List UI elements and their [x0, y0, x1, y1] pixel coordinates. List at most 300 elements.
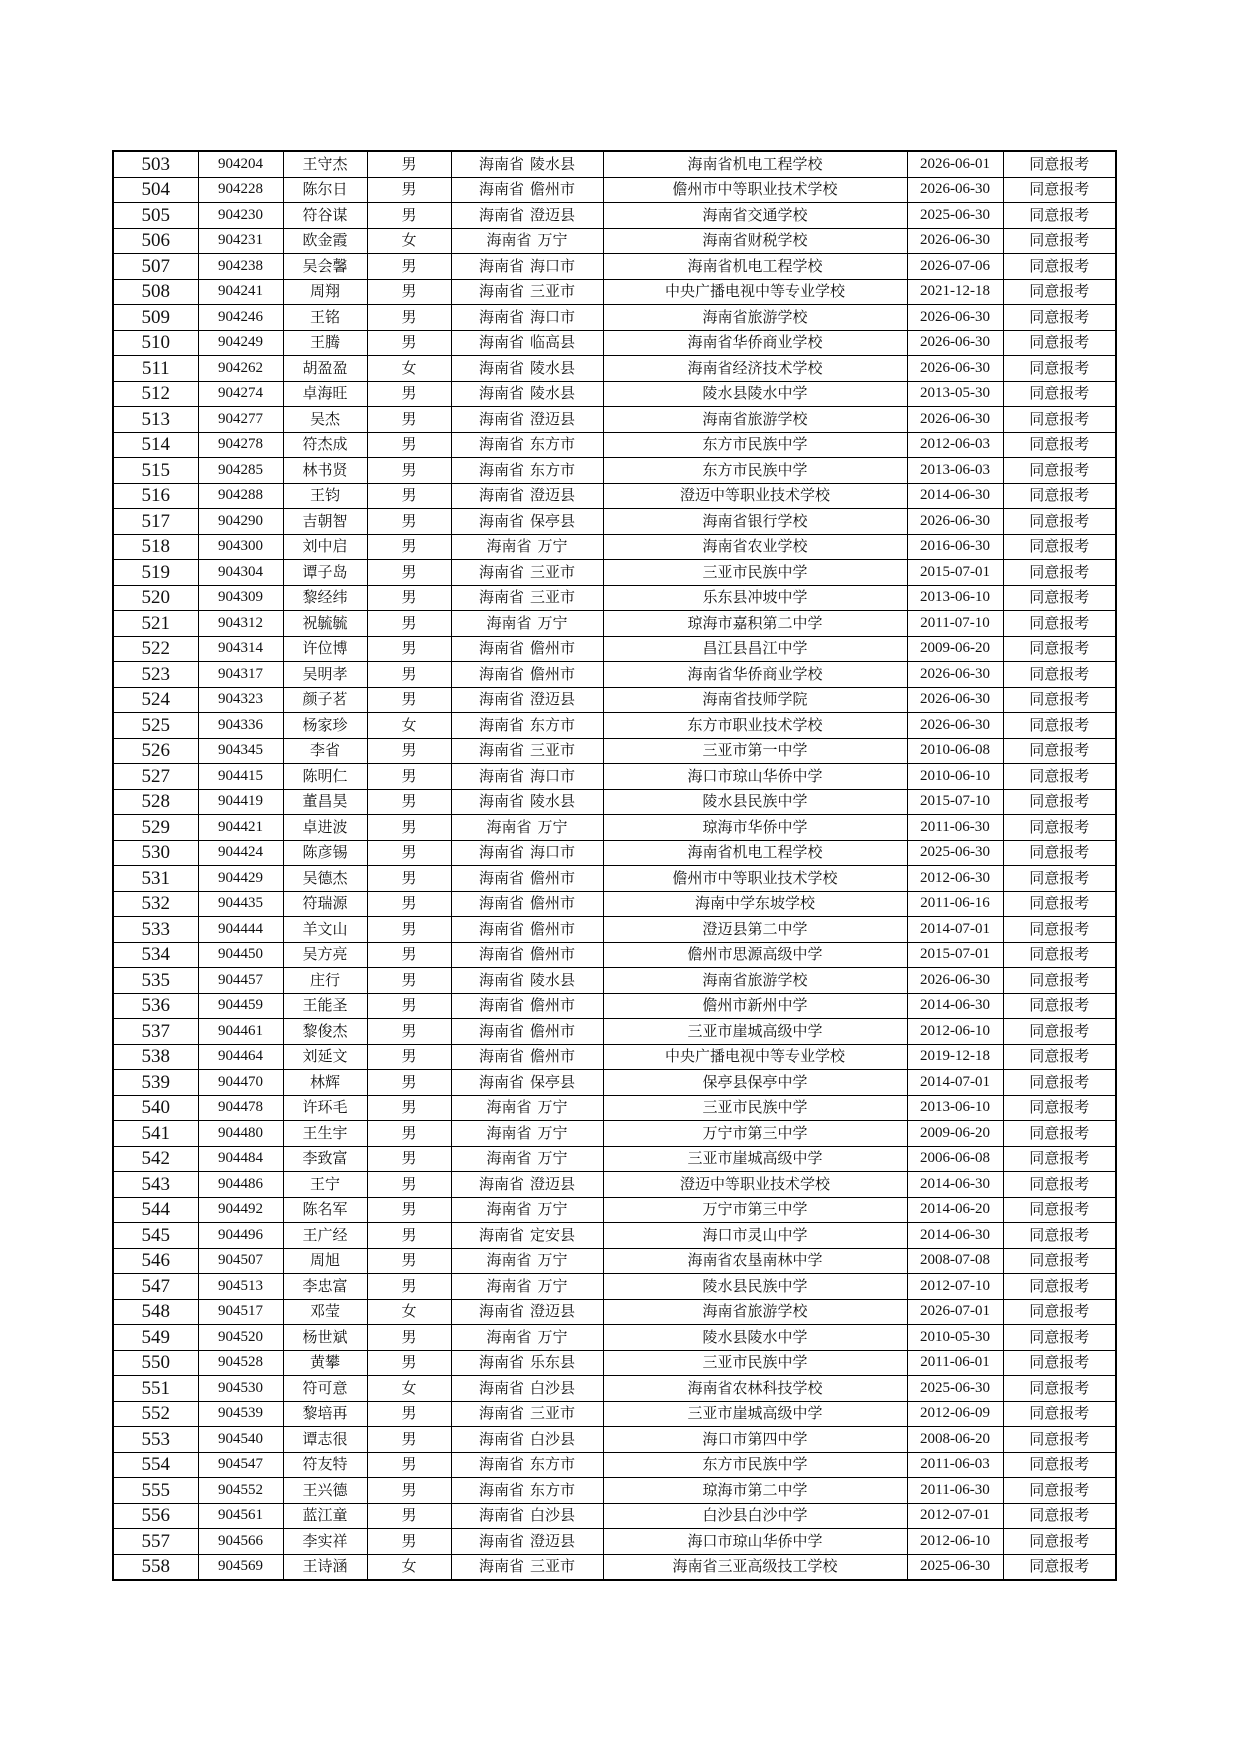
school-cell: 海口市琼山华侨中学 — [603, 1529, 907, 1555]
region-cell — [451, 968, 603, 994]
gender-cell: 男 — [367, 1044, 451, 1070]
candidate-id-cell: 904419 — [198, 789, 283, 815]
gender-cell: 男 — [367, 1095, 451, 1121]
gender-cell: 男 — [367, 789, 451, 815]
graduation-date-cell: 2012-06-30 — [907, 866, 1003, 892]
seq-number-cell: 511 — [113, 356, 198, 382]
table-row — [113, 636, 1116, 662]
region-cell — [451, 1248, 603, 1274]
province-text: 海南省 — [478, 1455, 524, 1474]
gender-cell: 男 — [367, 1248, 451, 1274]
seq-number-cell: 507 — [113, 254, 198, 280]
candidate-name-cell: 吴方亮 — [283, 942, 367, 968]
seq-number-cell: 543 — [113, 1172, 198, 1198]
table-row — [113, 1248, 1116, 1274]
region-cell — [451, 687, 603, 713]
school-cell: 保亭县保亭中学 — [603, 1070, 907, 1096]
candidate-id-cell: 904262 — [198, 356, 283, 382]
graduation-date-cell: 2026-06-01 — [907, 151, 1003, 177]
review-status-cell: 同意报考 — [1003, 1248, 1116, 1274]
region-cell — [451, 1350, 603, 1376]
graduation-date-cell: 2010-06-08 — [907, 738, 1003, 764]
region-cell — [451, 1197, 603, 1223]
table-row — [113, 509, 1116, 535]
review-status-cell: 同意报考 — [1003, 764, 1116, 790]
city-text: 儋州市 — [530, 868, 576, 887]
gender-cell: 男 — [367, 305, 451, 331]
table-row — [113, 1554, 1116, 1580]
seq-number-cell: 508 — [113, 279, 198, 305]
region-cell — [451, 585, 603, 611]
review-status-cell: 同意报考 — [1003, 356, 1116, 382]
graduation-date-cell: 2009-06-20 — [907, 636, 1003, 662]
seq-number-cell: 506 — [113, 228, 198, 254]
region-cell — [451, 611, 603, 637]
candidate-id-cell: 904204 — [198, 151, 283, 177]
gender-cell: 男 — [367, 1478, 451, 1504]
candidate-id-cell: 904450 — [198, 942, 283, 968]
school-cell: 昌江县昌江中学 — [603, 636, 907, 662]
review-status-cell: 同意报考 — [1003, 1325, 1116, 1351]
school-cell: 海南中学东坡学校 — [603, 891, 907, 917]
table-row — [113, 560, 1116, 586]
graduation-date-cell: 2014-06-30 — [907, 1223, 1003, 1249]
gender-cell: 女 — [367, 228, 451, 254]
review-status-cell: 同意报考 — [1003, 254, 1116, 280]
province-text: 海南省 — [478, 435, 524, 454]
candidate-name-cell: 杨世斌 — [283, 1325, 367, 1351]
school-cell: 海南省机电工程学校 — [603, 254, 907, 280]
candidate-name-cell: 蓝江童 — [283, 1503, 367, 1529]
school-cell: 儋州市中等职业技术学校 — [603, 177, 907, 203]
gender-cell: 男 — [367, 560, 451, 586]
city-text: 东方市 — [530, 1480, 576, 1499]
province-text: 海南省 — [478, 715, 524, 734]
candidate-name-cell: 陈尔日 — [283, 177, 367, 203]
region-cell — [451, 279, 603, 305]
city-text: 澄迈县 — [530, 690, 576, 709]
city-text: 临高县 — [530, 333, 576, 352]
candidate-name-cell: 符可意 — [283, 1376, 367, 1402]
seq-number-cell: 505 — [113, 203, 198, 229]
province-text: 海南省 — [478, 741, 524, 760]
seq-number-cell: 528 — [113, 789, 198, 815]
region-cell — [451, 1376, 603, 1402]
gender-cell: 男 — [367, 993, 451, 1019]
city-text: 万宁 — [537, 1200, 568, 1219]
candidate-id-cell: 904317 — [198, 662, 283, 688]
graduation-date-cell: 2010-06-10 — [907, 764, 1003, 790]
seq-number-cell: 549 — [113, 1325, 198, 1351]
review-status-cell: 同意报考 — [1003, 1172, 1116, 1198]
seq-number-cell: 532 — [113, 891, 198, 917]
gender-cell: 男 — [367, 942, 451, 968]
table-row — [113, 1044, 1116, 1070]
province-text: 海南省 — [478, 792, 524, 811]
candidate-id-cell: 904459 — [198, 993, 283, 1019]
province-text: 海南省 — [478, 1353, 524, 1372]
candidate-id-cell: 904424 — [198, 840, 283, 866]
candidate-id-cell: 904547 — [198, 1452, 283, 1478]
gender-cell: 男 — [367, 1401, 451, 1427]
gender-cell: 男 — [367, 534, 451, 560]
city-text: 海口市 — [530, 766, 576, 785]
region-cell — [451, 560, 603, 586]
candidate-id-cell: 904323 — [198, 687, 283, 713]
candidate-name-cell: 董昌昊 — [283, 789, 367, 815]
region-cell — [451, 891, 603, 917]
graduation-date-cell: 2011-06-16 — [907, 891, 1003, 917]
region-cell — [451, 1325, 603, 1351]
candidate-name-cell: 符友特 — [283, 1452, 367, 1478]
gender-cell: 男 — [367, 764, 451, 790]
review-status-cell: 同意报考 — [1003, 151, 1116, 177]
gender-cell: 男 — [367, 458, 451, 484]
review-status-cell: 同意报考 — [1003, 662, 1116, 688]
review-status-cell: 同意报考 — [1003, 1274, 1116, 1300]
candidate-id-cell: 904513 — [198, 1274, 283, 1300]
candidate-name-cell: 符杰成 — [283, 432, 367, 458]
school-cell: 陵水县陵水中学 — [603, 1325, 907, 1351]
candidate-id-cell: 904429 — [198, 866, 283, 892]
graduation-date-cell: 2011-06-03 — [907, 1452, 1003, 1478]
candidate-id-cell: 904492 — [198, 1197, 283, 1223]
candidate-id-cell: 904496 — [198, 1223, 283, 1249]
seq-number-cell: 529 — [113, 815, 198, 841]
province-text: 海南省 — [478, 894, 524, 913]
gender-cell: 男 — [367, 1146, 451, 1172]
table-row — [113, 1478, 1116, 1504]
region-cell — [451, 917, 603, 943]
city-text: 万宁 — [537, 1251, 568, 1270]
candidate-name-cell: 陈彦锡 — [283, 840, 367, 866]
gender-cell: 男 — [367, 279, 451, 305]
city-text: 白沙县 — [530, 1378, 576, 1397]
region-cell — [451, 1529, 603, 1555]
review-status-cell: 同意报考 — [1003, 1376, 1116, 1402]
province-text: 海南省 — [486, 1200, 532, 1219]
candidate-name-cell: 陈名军 — [283, 1197, 367, 1223]
table-row — [113, 279, 1116, 305]
seq-number-cell: 537 — [113, 1019, 198, 1045]
gender-cell: 男 — [367, 483, 451, 509]
region-cell — [451, 1070, 603, 1096]
province-text: 海南省 — [486, 613, 532, 632]
city-text: 乐东县 — [530, 1353, 576, 1372]
review-status-cell: 同意报考 — [1003, 177, 1116, 203]
seq-number-cell: 557 — [113, 1529, 198, 1555]
school-cell: 海南省旅游学校 — [603, 968, 907, 994]
candidate-id-cell: 904238 — [198, 254, 283, 280]
region-cell — [451, 840, 603, 866]
seq-number-cell: 514 — [113, 432, 198, 458]
seq-number-cell: 522 — [113, 636, 198, 662]
table-row — [113, 993, 1116, 1019]
candidate-name-cell: 吉朝智 — [283, 509, 367, 535]
table-row — [113, 432, 1116, 458]
city-text: 儋州市 — [530, 639, 576, 658]
city-text: 定安县 — [530, 1225, 576, 1244]
school-cell: 海南省农垦南林中学 — [603, 1248, 907, 1274]
seq-number-cell: 509 — [113, 305, 198, 331]
candidate-name-cell: 王兴德 — [283, 1478, 367, 1504]
seq-number-cell: 539 — [113, 1070, 198, 1096]
graduation-date-cell: 2013-06-03 — [907, 458, 1003, 484]
graduation-date-cell: 2026-06-30 — [907, 713, 1003, 739]
table-row — [113, 356, 1116, 382]
candidate-name-cell: 林辉 — [283, 1070, 367, 1096]
table-row — [113, 1503, 1116, 1529]
graduation-date-cell: 2011-07-10 — [907, 611, 1003, 637]
review-status-cell: 同意报考 — [1003, 509, 1116, 535]
seq-number-cell: 517 — [113, 509, 198, 535]
city-text: 万宁 — [537, 1123, 568, 1142]
gender-cell: 男 — [367, 1503, 451, 1529]
school-cell: 海口市琼山华侨中学 — [603, 764, 907, 790]
graduation-date-cell: 2025-06-30 — [907, 1376, 1003, 1402]
region-cell — [451, 789, 603, 815]
graduation-date-cell: 2026-06-30 — [907, 330, 1003, 356]
candidate-name-cell: 黎俊杰 — [283, 1019, 367, 1045]
region-cell — [451, 662, 603, 688]
candidate-id-cell: 904314 — [198, 636, 283, 662]
region-cell — [451, 1019, 603, 1045]
candidate-id-cell: 904312 — [198, 611, 283, 637]
graduation-date-cell: 2025-06-30 — [907, 840, 1003, 866]
region-cell — [451, 534, 603, 560]
table-row — [113, 917, 1116, 943]
candidate-name-cell: 王宁 — [283, 1172, 367, 1198]
seq-number-cell: 552 — [113, 1401, 198, 1427]
province-text: 海南省 — [478, 205, 524, 224]
review-status-cell: 同意报考 — [1003, 560, 1116, 586]
candidate-name-cell: 谭子岛 — [283, 560, 367, 586]
city-text: 万宁 — [537, 1327, 568, 1346]
province-text: 海南省 — [478, 409, 524, 428]
city-text: 儋州市 — [530, 894, 576, 913]
graduation-date-cell: 2026-06-30 — [907, 305, 1003, 331]
region-cell — [451, 866, 603, 892]
candidate-name-cell: 王铭 — [283, 305, 367, 331]
graduation-date-cell: 2019-12-18 — [907, 1044, 1003, 1070]
region-cell — [451, 636, 603, 662]
city-text: 海口市 — [530, 843, 576, 862]
province-text: 海南省 — [478, 1404, 524, 1423]
province-text: 海南省 — [486, 1327, 532, 1346]
region-cell — [451, 177, 603, 203]
review-status-cell: 同意报考 — [1003, 1427, 1116, 1453]
gender-cell: 男 — [367, 585, 451, 611]
province-text: 海南省 — [486, 1276, 532, 1295]
seq-number-cell: 538 — [113, 1044, 198, 1070]
graduation-date-cell: 2026-06-30 — [907, 228, 1003, 254]
seq-number-cell: 556 — [113, 1503, 198, 1529]
candidate-id-cell: 904552 — [198, 1478, 283, 1504]
candidate-name-cell: 吴明孝 — [283, 662, 367, 688]
gender-cell: 男 — [367, 1197, 451, 1223]
city-text: 三亚市 — [530, 588, 576, 607]
review-status-cell: 同意报考 — [1003, 840, 1116, 866]
table-row — [113, 1452, 1116, 1478]
review-status-cell: 同意报考 — [1003, 1503, 1116, 1529]
school-cell: 海南省机电工程学校 — [603, 151, 907, 177]
province-text: 海南省 — [478, 1531, 524, 1550]
candidate-id-cell: 904540 — [198, 1427, 283, 1453]
region-cell — [451, 1401, 603, 1427]
table-row — [113, 815, 1116, 841]
province-text: 海南省 — [486, 537, 532, 556]
review-status-cell: 同意报考 — [1003, 917, 1116, 943]
gender-cell: 男 — [367, 1325, 451, 1351]
school-cell: 海口市第四中学 — [603, 1427, 907, 1453]
city-text: 东方市 — [530, 715, 576, 734]
candidate-id-cell: 904277 — [198, 407, 283, 433]
seq-number-cell: 521 — [113, 611, 198, 637]
gender-cell: 男 — [367, 177, 451, 203]
province-text: 海南省 — [478, 1480, 524, 1499]
table-row — [113, 151, 1116, 177]
candidate-name-cell: 林书贤 — [283, 458, 367, 484]
province-text: 海南省 — [478, 639, 524, 658]
school-cell: 海南省三亚高级技工学校 — [603, 1554, 907, 1580]
gender-cell: 女 — [367, 1299, 451, 1325]
seq-number-cell: 503 — [113, 151, 198, 177]
province-text: 海南省 — [486, 1251, 532, 1270]
seq-number-cell: 550 — [113, 1350, 198, 1376]
graduation-date-cell: 2026-06-30 — [907, 177, 1003, 203]
table-row — [113, 458, 1116, 484]
review-status-cell: 同意报考 — [1003, 330, 1116, 356]
city-text: 三亚市 — [530, 741, 576, 760]
table-row — [113, 1070, 1116, 1096]
table-row — [113, 177, 1116, 203]
gender-cell: 男 — [367, 1070, 451, 1096]
graduation-date-cell: 2014-06-30 — [907, 993, 1003, 1019]
review-status-cell: 同意报考 — [1003, 611, 1116, 637]
school-cell: 乐东县冲坡中学 — [603, 585, 907, 611]
graduation-date-cell: 2011-06-30 — [907, 1478, 1003, 1504]
graduation-date-cell: 2014-07-01 — [907, 917, 1003, 943]
region-cell — [451, 1478, 603, 1504]
candidate-id-cell: 904461 — [198, 1019, 283, 1045]
gender-cell: 男 — [367, 1274, 451, 1300]
review-status-cell: 同意报考 — [1003, 483, 1116, 509]
city-text: 陵水县 — [530, 358, 576, 377]
province-text: 海南省 — [478, 562, 524, 581]
school-cell: 琼海市华侨中学 — [603, 815, 907, 841]
review-status-cell: 同意报考 — [1003, 203, 1116, 229]
school-cell: 儋州市新州中学 — [603, 993, 907, 1019]
graduation-date-cell: 2011-06-30 — [907, 815, 1003, 841]
table-row — [113, 687, 1116, 713]
candidate-id-cell: 904246 — [198, 305, 283, 331]
region-cell — [451, 432, 603, 458]
region-cell — [451, 203, 603, 229]
school-cell: 三亚市崖城高级中学 — [603, 1019, 907, 1045]
table-row — [113, 483, 1116, 509]
seq-number-cell: 512 — [113, 381, 198, 407]
candidate-id-cell: 904457 — [198, 968, 283, 994]
gender-cell: 男 — [367, 866, 451, 892]
review-status-cell: 同意报考 — [1003, 968, 1116, 994]
region-cell — [451, 1044, 603, 1070]
province-text: 海南省 — [478, 996, 524, 1015]
city-text: 澄迈县 — [530, 205, 576, 224]
province-text: 海南省 — [478, 1429, 524, 1448]
province-text: 海南省 — [478, 1506, 524, 1525]
table-row — [113, 1427, 1116, 1453]
region-cell — [451, 254, 603, 280]
table-row — [113, 1019, 1116, 1045]
province-text: 海南省 — [478, 868, 524, 887]
table-row — [113, 891, 1116, 917]
candidate-id-cell: 904231 — [198, 228, 283, 254]
candidate-name-cell: 谭志很 — [283, 1427, 367, 1453]
candidate-name-cell: 王生宇 — [283, 1121, 367, 1147]
school-cell: 万宁市第三中学 — [603, 1197, 907, 1223]
city-text: 万宁 — [537, 817, 568, 836]
seq-number-cell: 548 — [113, 1299, 198, 1325]
table-row — [113, 1146, 1116, 1172]
review-status-cell: 同意报考 — [1003, 279, 1116, 305]
review-status-cell: 同意报考 — [1003, 636, 1116, 662]
graduation-date-cell: 2021-12-18 — [907, 279, 1003, 305]
candidate-id-cell: 904290 — [198, 509, 283, 535]
school-cell: 海南省交通学校 — [603, 203, 907, 229]
region-cell — [451, 509, 603, 535]
table-row — [113, 1376, 1116, 1402]
school-cell: 海南省机电工程学校 — [603, 840, 907, 866]
candidate-id-cell: 904507 — [198, 1248, 283, 1274]
table-row — [113, 1121, 1116, 1147]
candidate-name-cell: 祝毓毓 — [283, 611, 367, 637]
table-row — [113, 254, 1116, 280]
graduation-date-cell: 2012-06-10 — [907, 1529, 1003, 1555]
review-status-cell: 同意报考 — [1003, 815, 1116, 841]
table-row — [113, 968, 1116, 994]
school-cell: 海南省华侨商业学校 — [603, 662, 907, 688]
province-text: 海南省 — [478, 333, 524, 352]
graduation-date-cell: 2026-06-30 — [907, 509, 1003, 535]
city-text: 东方市 — [530, 435, 576, 454]
table-row — [113, 789, 1116, 815]
review-status-cell: 同意报考 — [1003, 713, 1116, 739]
candidate-id-cell: 904304 — [198, 560, 283, 586]
gender-cell: 男 — [367, 1350, 451, 1376]
city-text: 保亭县 — [530, 1072, 576, 1091]
candidate-name-cell: 胡盈盈 — [283, 356, 367, 382]
graduation-date-cell: 2014-07-01 — [907, 1070, 1003, 1096]
city-text: 东方市 — [530, 1455, 576, 1474]
candidate-id-cell: 904566 — [198, 1529, 283, 1555]
seq-number-cell: 515 — [113, 458, 198, 484]
school-cell: 三亚市崖城高级中学 — [603, 1401, 907, 1427]
candidate-name-cell: 黎经纬 — [283, 585, 367, 611]
graduation-date-cell: 2025-06-30 — [907, 1554, 1003, 1580]
graduation-date-cell: 2014-06-30 — [907, 483, 1003, 509]
region-cell — [451, 1503, 603, 1529]
graduation-date-cell: 2026-06-30 — [907, 407, 1003, 433]
graduation-date-cell: 2010-05-30 — [907, 1325, 1003, 1351]
candidate-id-cell: 904478 — [198, 1095, 283, 1121]
graduation-date-cell: 2013-06-10 — [907, 585, 1003, 611]
school-cell: 三亚市崖城高级中学 — [603, 1146, 907, 1172]
candidate-id-cell: 904435 — [198, 891, 283, 917]
graduation-date-cell: 2011-06-01 — [907, 1350, 1003, 1376]
school-cell: 三亚市第一中学 — [603, 738, 907, 764]
graduation-date-cell: 2008-07-08 — [907, 1248, 1003, 1274]
table-row — [113, 534, 1116, 560]
